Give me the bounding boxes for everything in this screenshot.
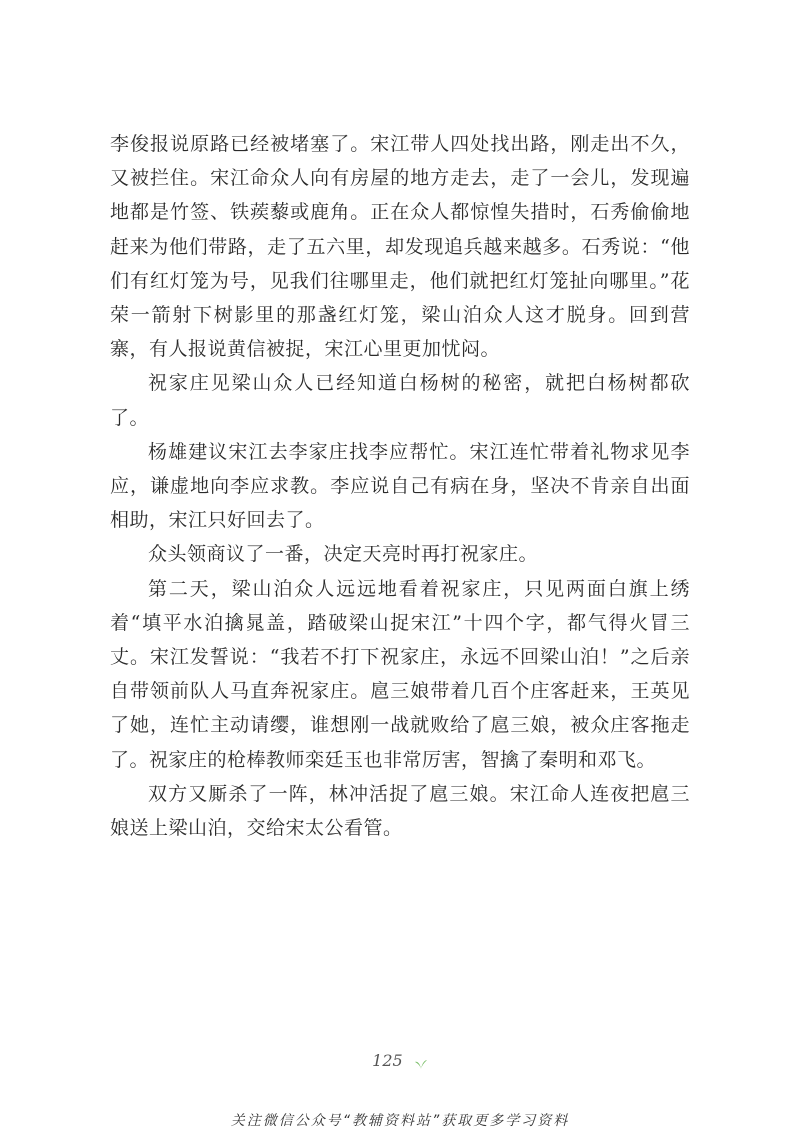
paragraph: 众头领商议了一番，决定天亮时再打祝家庄。: [148, 543, 539, 566]
paragraph: 祝家庄见梁山众人已经知道白杨树的秘密，就把白杨树都砍了。: [110, 372, 690, 429]
page-footer: [0, 1050, 800, 1070]
page-number: 125: [372, 1051, 403, 1070]
body-text: [110, 127, 690, 845]
leaf-sprout-icon: [414, 1055, 428, 1067]
paragraph: 第二天，梁山泊众人远远地看着祝家庄，只见两面白旗上绣着“填平水泊擒晁盖，踏破梁山捉宋江”十四个字，都气得火冒三丈。宋江发誓说：“我若不打下祝家庄，永远不回梁山泊！”之后亲自带领前队人马直奔祝家庄。扈三娘带着几百个庄客赶来，王英见了她，连忙主动请缨，谁想刚一战就败给了扈三娘，被众庄客拖走了。祝家庄的枪棒教师栾廷玉也非常厉害，智擒了秦明和邓飞。: [110, 577, 690, 771]
paragraph: 双方又厮杀了一阵，林冲活捉了扈三娘。宋江命人连夜把扈三娘送上梁山泊，交给宋太公看管。: [110, 782, 690, 840]
footer-watermark-note: 关注微信公众号“教辅资料站”获取更多学习资料: [230, 1113, 570, 1129]
paragraph-continued: 李俊报说原路已经被堵塞了。宋江带人四处找出路，刚走出不久，又被拦住。宋江命众人向有房屋的地方走去，走了一会儿，发现遍地都是竹签、铁蒺藜或鹿角。正在众人都惊惶失措时，石秀偷偷地赶来为他们带路，走了五六里，却发现追兵越来越多。石秀说：“他们有红灯笼为号，见我们往哪里走，他们就把红灯笼扯向哪里。”花荣一箭射下树影里的那盏红灯笼，梁山泊众人这才脱身。回到营寨，有人报说黄信被捉，宋江心里更加忧闷。: [110, 133, 690, 361]
paragraph: 杨雄建议宋江去李家庄找李应帮忙。宋江连忙带着礼物求见李应，谦虚地向李应求教。李应说自己有病在身，坚决不肯亲自出面相助，宋江只好回去了。: [110, 440, 690, 532]
